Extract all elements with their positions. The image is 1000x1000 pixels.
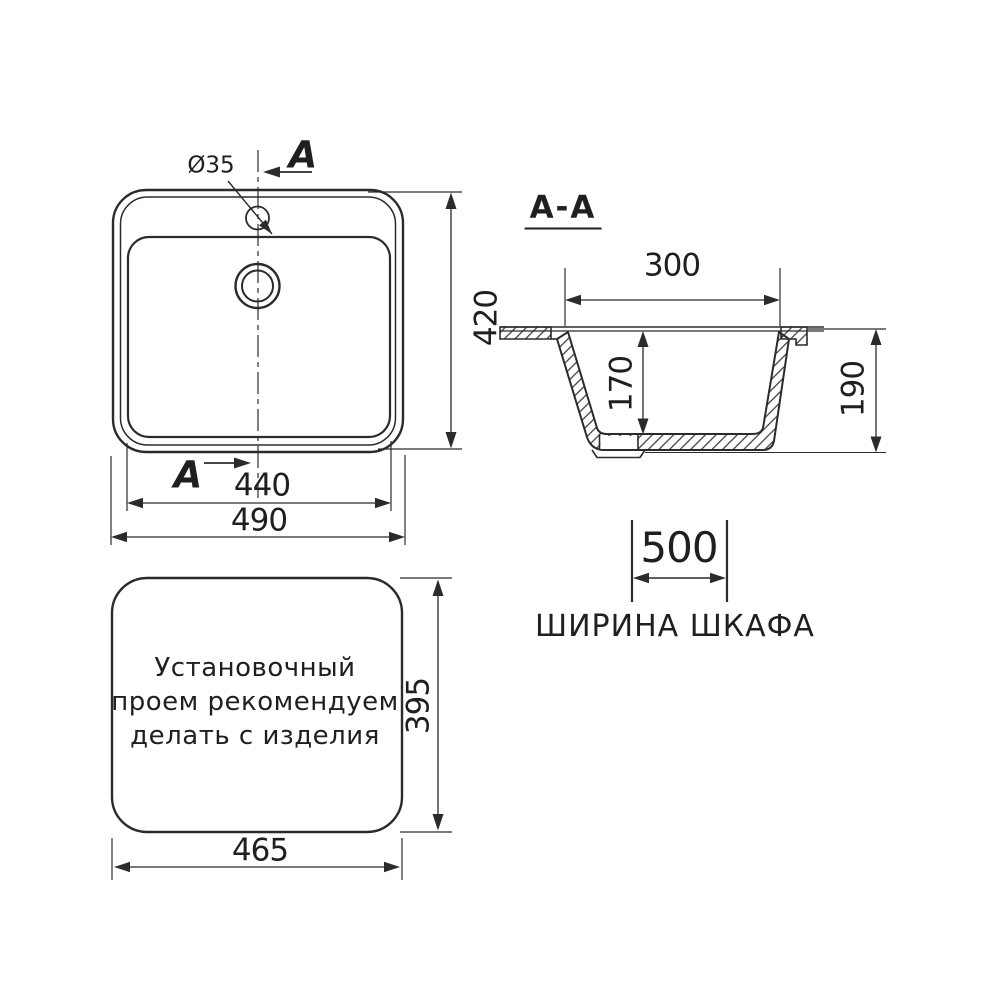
drain-collar <box>592 450 645 458</box>
cutout-note-line3: делать с изделия <box>130 721 380 751</box>
dim-label-490: 490 <box>230 502 288 539</box>
cabinet-width-label: ШИРИНА ШКАФА <box>535 609 815 644</box>
dim-label-395: 395 <box>400 677 437 735</box>
cutout-note-line2: проем рекомендуем <box>111 687 399 717</box>
dim-label-300: 300 <box>643 247 701 284</box>
section-view-drawing <box>500 268 886 458</box>
dim-label-170: 170 <box>603 355 640 413</box>
dim-label-190: 190 <box>835 360 872 418</box>
section-letter-top: A <box>288 133 318 177</box>
sink-bowl-outline <box>128 237 390 437</box>
dim-label-420: 420 <box>468 289 505 347</box>
section-letter-bottom: A <box>173 453 203 497</box>
dim-label-465: 465 <box>231 832 289 869</box>
dim-label-440: 440 <box>233 467 291 504</box>
section-title: A-A <box>525 193 602 230</box>
left-rim-flange <box>500 327 551 339</box>
dim-label-500: 500 <box>640 523 718 572</box>
bowl-cross-section <box>557 332 789 450</box>
faucet-diameter-label: Ø35 <box>187 152 235 179</box>
dim-420 <box>368 192 462 449</box>
cutout-note-line1: Установочный <box>154 653 356 683</box>
section-arrowhead-top <box>263 167 280 178</box>
drain-opening-blank <box>601 436 638 449</box>
